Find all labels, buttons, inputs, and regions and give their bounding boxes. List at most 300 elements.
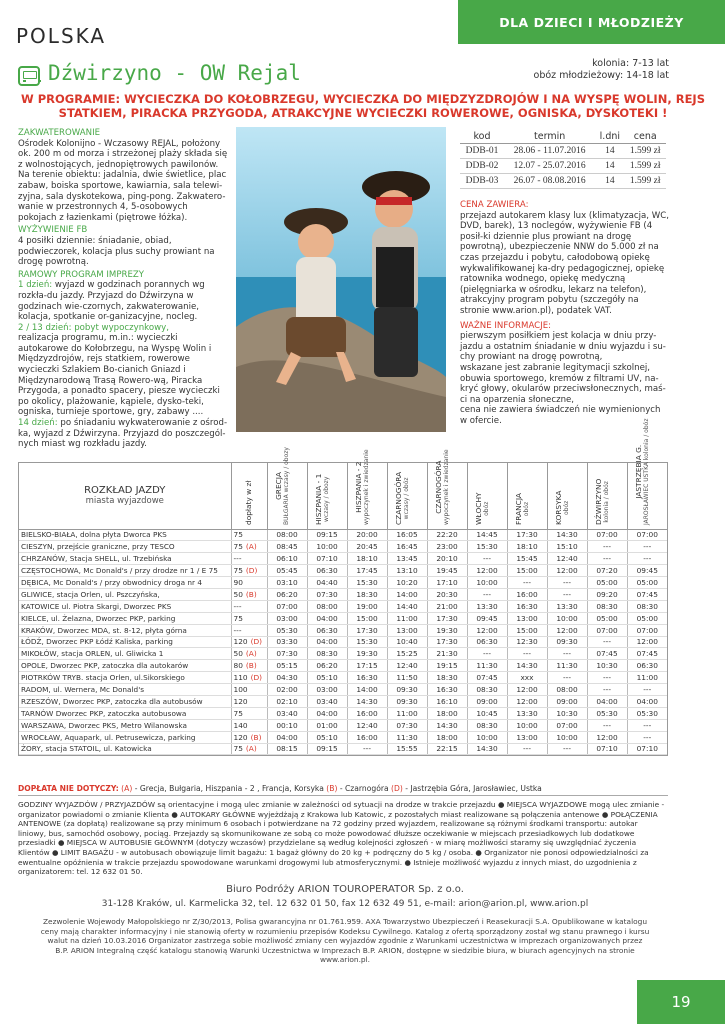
surcharge-value: 120: [233, 637, 248, 647]
departure-time: 15:00: [507, 565, 547, 577]
departure-time: 10:00: [467, 577, 507, 589]
departure-time: 16:05: [387, 529, 427, 541]
departure-time: 07:30: [307, 588, 347, 600]
surcharge-cell: [231, 660, 267, 672]
departure-time: ---: [587, 672, 627, 684]
surcharge-value: 75: [233, 708, 243, 718]
departure-time: 12:00: [627, 636, 667, 648]
departure-place: MIKOŁÓW, stacja ORLEN, ul. Gliwicka 1: [19, 648, 231, 660]
departure-time: 18:00: [427, 731, 467, 743]
schedule-row: [19, 731, 667, 743]
accommodation-heading: ZAKWATEROWANIE: [18, 128, 101, 138]
departure-time: 07:45: [627, 588, 667, 600]
departure-place: PIOTRKÓW TRYB. stacja Orlen, ul.Sikorskiego: [19, 672, 231, 684]
departure-time: 10:30: [587, 660, 627, 672]
day2-text: realizacja programu, m.in.: wycieczki autokarowe do Kołobrzegu, na Wyspę Wolin i Międzyzdrojów, rejs statkiem, rowerowe wycieczki Szlakiem Bo-cianich Gniazd i Międzynarodową Trasą Rowero-wą, Piracka Przygoda, a ponadto spacery, piesze wycieczki po okolicy, plażowanie, kąpiele, dysko-teki, ogniska, turnieje sportowe, gry, zabawy ....: [18, 333, 220, 418]
departure-time: 12:00: [547, 565, 587, 577]
departure-time: 06:20: [307, 660, 347, 672]
schedule-row: [19, 636, 667, 648]
departure-time: ---: [547, 648, 587, 660]
price-includes-heading: CENA ZAWIERA:: [460, 200, 529, 210]
day14-text: po śniadaniu wykwaterowanie z ośrod-ka, wyjazd z Dźwirzyna. Przyjazd do poszczegól-nych miast wg rozkładu jazdy.: [18, 418, 228, 450]
departure-time: 14:30: [427, 719, 467, 731]
fee-text-a: - Grecja, Bułgaria, Hiszpania - 2 , Francja, Korsyka: [132, 784, 327, 793]
departure-place: RZESZÓW, Dworzec PKP, zatoczka dla autobusów: [19, 695, 231, 707]
departure-time: 08:15: [267, 743, 307, 755]
schedule-row: [19, 743, 667, 755]
departure-time: 14:40: [387, 600, 427, 612]
price-code: DDB-01: [460, 144, 504, 159]
departure-time: 09:45: [627, 565, 667, 577]
surcharge-cell: [231, 672, 267, 684]
age-info: [534, 58, 669, 82]
departure-time: 13:00: [387, 624, 427, 636]
schedule-col-name: GRECJA: [274, 471, 283, 500]
departure-time: 10:00: [507, 719, 547, 731]
price-row: [460, 144, 666, 159]
surcharge-value: 110: [233, 673, 248, 683]
travel-notes: GODZINY WYJAZDÓW / PRZYJAZDÓW są orientacyjne i mogą ulec zmianie w zależności od sytuacji na drodze w trakcie przejazdu ● MIEJSCA WYJAZDOWE mogą ulec zmianie - organizator powiadomi o zmianie Klienta ● AUTOKARY GŁÓWNE wyjeżdżają z Krakowa lub Katowic, z pozostałych miast realizowane są połączenia antenowe ● POŁĄCZENIA ANTENOWE (za dopłatą) realizowane są przy minimum 6 osobach i potwierdzane na 72 godziny przed wyjazdem, realizowane są różnymi środkami transportu: autokar liniowy, bus, samochód osobowy, pociąg. Przejazdy są skomunikowane ze sobą co może powodować dłuższe oczekiwanie w miejscach przesiadkowych lub dodatkowe przesiadki ● MIEJSCA W AUTOBUSIE GŁÓWNYM (dotyczy wczasów) przydzielane są według kolejności zgłoszeń - w miarę możliwości staramy się uwzględniać życzenia Klientów ● LIMIT BAGAŻU - w autobusach obowiązuje limit bagażu: 1 bagaż główny do 20 kg + podręczny do 5 kg / osoba. ● Organizator nie ponosi odpowiedzialności za ewentualne opóźnienia w trakcie przejazdu spowodowane warunkami drogowymi lub atmosferycznymi. ● Istnieje możliwość wyjazdu z innych miast, do uzgodnienia z organizatorem: tel. 12 632 01 50.: [18, 800, 665, 877]
important-info-1: pierwszym posiłkiem jest kolacja w dniu przy-jazdu a ostatnim śniadanie w dniu wyjazdu i su-chy prowiant na drogę powrotną,: [460, 331, 666, 363]
country-title: POLSKA: [16, 24, 107, 48]
important-info-3: cena nie zawiera świadczeń nie wymienionych w ofercie.: [460, 405, 661, 426]
page-number: 19: [637, 980, 725, 1024]
fees-label: DOPŁATA NIE DOTYCZY:: [18, 784, 119, 793]
surcharge-value: ---: [233, 554, 242, 564]
schedule-row: [19, 624, 667, 636]
departure-time: 12:40: [347, 719, 387, 731]
departure-time: 12:00: [587, 731, 627, 743]
price-days: 14: [595, 144, 624, 159]
accommodation-text: Ośrodek Kolonijno - Wczasowy REJAL, położony ok. 200 m od morza i strzeżonej plaży składa się z wolnostojących, jednopiętrowych pawilonów. Na terenie obiektu: jadalnia, dwie świetlice, plac zabaw, boiska sportowe, kawiarnia, sala telewi-zyjna, sala dyskotekowa, ping-pong. Zakwatero-wanie w przestronnych 4, 5-osobowych pokojach z łazienkami (piętrowe łóżka).: [18, 138, 228, 223]
departure-time: 12:40: [547, 553, 587, 565]
departure-time: 03:40: [267, 707, 307, 719]
departure-time: 19:30: [427, 624, 467, 636]
surcharge-value: 75: [233, 542, 243, 552]
surcharge-exception-code: (B): [245, 589, 257, 599]
departure-time: 01:00: [307, 719, 347, 731]
surcharge-cell: [231, 695, 267, 707]
schedule-col-type: BUŁGARIA wczasy / obozy: [283, 446, 290, 525]
departure-time: 06:10: [267, 553, 307, 565]
departure-time: 17:15: [347, 660, 387, 672]
departure-time: 07:20: [587, 565, 627, 577]
surcharge-cell: [231, 553, 267, 565]
departure-time: ---: [587, 553, 627, 565]
departure-time: 20:30: [427, 588, 467, 600]
fee-text-d: - Jastrzębia Góra, Jarosławiec, Ustka: [402, 784, 542, 793]
age-camp: obóz młodzieżowy: 14-18 lat: [533, 70, 669, 81]
departure-time: xxx: [507, 672, 547, 684]
schedule-col-name: HISZPANIA - 2: [354, 461, 363, 513]
schedule-col-name: FRANCJA: [514, 492, 523, 525]
legal-text: Zezwolenie Wojewody Małopolskiego nr Z/30/2013, Polisa gwarancyjna nr 01.761.959. AXA Towarzystwo Ubezpieczeń i Reasekuracji S.A. Opublikowane w katalogu ceny mają charakter informacyjny i nie stanowią oferty w rozumieniu przepisów Kodeksu Cywilnego. Katalog z ofertą sporządzony został wg stanu prawnego i kursu walut na dzień 10.03.2016 Organizator zastrzega sobie możliwość zmiany cen wyjazdów zgodnie z Warunkami uczestnictwa w imprezach organizowanych przez B.P. ARION Integralną część katalogu stanowią Warunki Uczestnictwa w Imprezach B.P. ARION, dostępne w siedzibie biura, w biurach agencyjnych na stronie www.arion.pl.: [40, 917, 650, 965]
schedule-row: [19, 553, 667, 565]
schedule-row: [19, 648, 667, 660]
departure-time: 02:00: [267, 684, 307, 696]
day14-label: 14 dzień:: [18, 418, 58, 429]
departure-place: ŁÓDŹ, Dworzec PKP Łódź Kaliska, parking: [19, 636, 231, 648]
schedule-col-name: JASTRZĘBIA G.: [634, 444, 644, 499]
departure-time: 07:45: [467, 672, 507, 684]
departure-time: 06:30: [307, 565, 347, 577]
schedule-row: [19, 588, 667, 600]
departure-time: 14:30: [347, 695, 387, 707]
departure-time: 21:00: [427, 600, 467, 612]
meals-heading: WYŻYWIENIE FB: [18, 225, 88, 236]
departure-time: 10:20: [387, 577, 427, 589]
departure-time: 12:00: [467, 624, 507, 636]
departure-time: 13:00: [507, 612, 547, 624]
departure-time: ---: [587, 684, 627, 696]
departure-time: 04:00: [307, 707, 347, 719]
departure-time: 09:00: [467, 695, 507, 707]
departure-time: 11:00: [387, 612, 427, 624]
departure-time: 16:10: [427, 695, 467, 707]
departure-time: 06:30: [307, 624, 347, 636]
departure-time: ---: [627, 731, 667, 743]
schedule-col-header: [467, 463, 507, 529]
departure-time: 13:45: [387, 553, 427, 565]
surcharge-value: 50: [233, 649, 243, 659]
price-days: 14: [595, 159, 624, 174]
surcharge-cell: [231, 648, 267, 660]
departure-time: 11:50: [387, 672, 427, 684]
surcharge-cell: [231, 612, 267, 624]
departure-time: ---: [467, 553, 507, 565]
surcharge-cell: [231, 624, 267, 636]
price-row: [460, 159, 666, 174]
surcharge-exception-code: (A): [245, 649, 257, 659]
departure-time: 05:30: [267, 624, 307, 636]
departure-time: 14:30: [467, 743, 507, 755]
departure-time: 07:30: [387, 719, 427, 731]
departure-time: 03:40: [307, 695, 347, 707]
bus-icon: [18, 66, 40, 86]
departure-time: 07:00: [627, 624, 667, 636]
day2-label: 2 / 13 dzień: pobyt wypoczynkowy,: [18, 322, 169, 333]
surcharge-value: 100: [233, 685, 248, 695]
company-address: 31-128 Kraków, ul. Karmelicka 32, tel. 12 632 01 50, fax 12 632 49 51, e-mail: arion@arion.pl, www.arion.pl: [101, 899, 589, 909]
departure-time: 17:30: [427, 636, 467, 648]
departure-time: 04:00: [627, 695, 667, 707]
schedule-col-header: [427, 448, 467, 529]
departure-time: 03:10: [267, 577, 307, 589]
departure-time: ---: [507, 577, 547, 589]
schedule-row: [19, 565, 667, 577]
schedule-col-type: JAROSŁAWIEC USTKA kolonia / obóz: [643, 418, 651, 525]
price-value: 1.599 zł: [624, 174, 666, 189]
departure-time: 10:00: [547, 612, 587, 624]
departure-time: 19:00: [347, 600, 387, 612]
departure-place: KATOWICE ul. Piotra Skargi, Dworzec PKS: [19, 600, 231, 612]
departure-time: 14:00: [387, 588, 427, 600]
departure-time: 05:00: [587, 577, 627, 589]
departure-time: 14:00: [347, 684, 387, 696]
departure-time: 12:40: [387, 660, 427, 672]
price-code: DDB-03: [460, 174, 504, 189]
departure-time: 20:10: [427, 553, 467, 565]
departure-place: WARSZAWA, Dworzec PKS, Metro Wilanowska: [19, 719, 231, 731]
departure-time: 18:10: [347, 553, 387, 565]
meals-text: 4 posiłki dziennie: śniadanie, obiad, podwieczorek, kolacja plus suchy prowiant na drogę powrotną.: [18, 235, 215, 268]
schedule-col-name: KORSYKA: [554, 490, 563, 525]
departure-time: 05:00: [627, 612, 667, 624]
departure-time: 05:30: [627, 707, 667, 719]
description-left: [18, 128, 228, 450]
surcharge-cell: [231, 565, 267, 577]
departure-time: 09:30: [387, 684, 427, 696]
departure-time: 07:00: [587, 624, 627, 636]
departure-time: 17:10: [427, 577, 467, 589]
surcharge-value: 50: [233, 589, 243, 599]
departure-time: ---: [347, 743, 387, 755]
day1-label: 1 dzień:: [18, 280, 53, 291]
price-value: 1.599 zł: [624, 144, 666, 159]
departure-time: 04:00: [307, 636, 347, 648]
departure-time: 15:30: [347, 577, 387, 589]
departure-time: 09:20: [587, 588, 627, 600]
departure-time: ---: [587, 541, 627, 553]
departure-time: 14:45: [467, 529, 507, 541]
departure-time: 10:00: [547, 731, 587, 743]
departure-time: 08:00: [307, 600, 347, 612]
day1-paragraph: [18, 280, 228, 322]
schedule-row: [19, 660, 667, 672]
departure-time: 02:10: [267, 695, 307, 707]
schedule-col-name: HISZPANIA - 1: [314, 473, 323, 525]
departure-time: 04:00: [307, 612, 347, 624]
departure-time: 22:20: [427, 529, 467, 541]
surcharge-cell: [231, 684, 267, 696]
departure-time: 11:30: [387, 731, 427, 743]
departure-time: 07:00: [587, 529, 627, 541]
schedule-col-type: wypoczynek i zwiedzanie: [443, 448, 450, 525]
price-term: 26.07 - 08.08.2016: [504, 174, 595, 189]
departure-time: 04:00: [267, 731, 307, 743]
schedule-title: ROZKŁAD JAZDY: [84, 485, 166, 497]
schedule-title-cell: [19, 463, 231, 529]
departure-place: KIELCE, ul. Żelazna, Dworzec PKP, parking: [19, 612, 231, 624]
footer: [40, 884, 650, 965]
departure-time: 13:00: [507, 731, 547, 743]
departure-time: 06:20: [267, 588, 307, 600]
schedule-row: [19, 707, 667, 719]
departure-time: 16:00: [347, 707, 387, 719]
departure-time: 05:15: [267, 660, 307, 672]
schedule-row: [19, 672, 667, 684]
schedule-col-name: DŹWIRZYNO: [594, 478, 603, 525]
departure-time: 06:30: [467, 636, 507, 648]
departure-time: 13:30: [507, 707, 547, 719]
departure-time: 08:30: [627, 600, 667, 612]
departure-time: 04:40: [307, 577, 347, 589]
section-tab: DLA DZIECI I MŁODZIEŻY: [458, 0, 725, 44]
schedule-row: [19, 577, 667, 589]
surcharge-value: 90: [233, 578, 243, 587]
surcharge-cell: [231, 636, 267, 648]
program-heading: RAMOWY PROGRAM IMPREZY: [18, 269, 145, 280]
departure-place: CZĘSTOCHOWA, Mc Donald's / przy drodze nr 1 / E 75: [19, 565, 231, 577]
surcharge-cell: [231, 731, 267, 743]
surcharge-exception-code: (D): [250, 673, 263, 683]
departure-place: WROCŁAW, Aquapark, ul. Petrusewicza, parking: [19, 731, 231, 743]
price-term: 12.07 - 25.07.2016: [504, 159, 595, 174]
schedule-col-type: obóz: [483, 501, 490, 516]
departure-time: ---: [627, 553, 667, 565]
departure-time: 07:00: [627, 529, 667, 541]
departure-time: 05:30: [587, 707, 627, 719]
departure-time: 18:00: [427, 707, 467, 719]
departure-time: 16:00: [507, 588, 547, 600]
schedule-col-type: wczasy / obozy: [323, 476, 330, 522]
schedule-row: [19, 695, 667, 707]
departure-place: BIELSKO-BIAŁA, dolna płyta Dworca PKS: [19, 529, 231, 541]
surcharge-cell: [231, 719, 267, 731]
schedule-col-header: [547, 463, 587, 529]
surcharge-value: 75: [233, 566, 243, 576]
departure-time: 18:10: [507, 541, 547, 553]
departure-time: 12:30: [507, 636, 547, 648]
departure-time: 10:40: [387, 636, 427, 648]
departure-time: 07:45: [587, 648, 627, 660]
departure-time: 13:30: [467, 600, 507, 612]
departure-time: 16:30: [427, 684, 467, 696]
price-table: [460, 130, 666, 189]
departure-time: 10:00: [467, 731, 507, 743]
departure-time: 08:30: [467, 719, 507, 731]
departure-time: 07:45: [627, 648, 667, 660]
program-headline: W PROGRAMIE: WYCIECZKA DO KOŁOBRZEGU, WYCIECZKA DO MIĘDZYZDROJÓW I NA WYSPĘ WOLIN, REJS STATKIEM, PIRACKA PRZYGODA, ATRAKCYJNE WYCIECZKI ROWEROWE, OGNISKA, DYSKOTEKI !: [21, 92, 705, 120]
departure-time: 19:15: [427, 660, 467, 672]
departure-time: 10:45: [467, 707, 507, 719]
departure-time: 10:30: [547, 707, 587, 719]
departure-time: 15:30: [467, 541, 507, 553]
departure-time: 10:00: [307, 541, 347, 553]
surcharge-value: 80: [233, 661, 243, 671]
departure-time: ---: [627, 684, 667, 696]
departure-time: 22:15: [427, 743, 467, 755]
schedule-col-type: wypoczynek i zwiedzanie: [363, 448, 370, 525]
fee-code-a: (A): [121, 784, 133, 793]
departure-time: 08:00: [547, 684, 587, 696]
price-col-days: l.dni: [595, 130, 624, 144]
departure-time: 07:10: [627, 743, 667, 755]
departure-time: 17:30: [347, 624, 387, 636]
important-info-2: wskazane jest zabranie legitymacji szkolnej, obuwia sportowego, kremów z filtrami UV, na-kryć głowy, okularów przeciwsłonecznych, maś-ci na oparzenia słoneczne,: [460, 362, 666, 405]
departure-time: 05:10: [307, 731, 347, 743]
surcharge-value: 75: [233, 744, 243, 754]
departure-time: 11:30: [467, 660, 507, 672]
surcharge-exception-code: (D): [250, 637, 263, 647]
departure-time: 07:00: [547, 719, 587, 731]
departure-time: ---: [467, 588, 507, 600]
departure-time: 20:00: [347, 529, 387, 541]
hotel-name: Dźwirzyno - OW Rejal: [48, 61, 301, 85]
surcharge-value: 75: [233, 613, 243, 623]
departure-time: 09:30: [547, 636, 587, 648]
departure-place: RADOM, ul. Wernera, Mc Donald's: [19, 684, 231, 696]
departure-time: 12:00: [507, 695, 547, 707]
schedule-col-header: [347, 448, 387, 529]
surcharge-exception-code: (A): [245, 542, 257, 552]
fee-code-d: (D): [391, 784, 403, 793]
departure-time: 07:10: [307, 553, 347, 565]
schedule-col-header: [267, 446, 307, 529]
departure-place: DĘBICA, Mc Donald's / przy obwodnicy droga nr 4: [19, 577, 231, 589]
departure-time: 23:00: [427, 541, 467, 553]
departure-time: 15:10: [547, 541, 587, 553]
schedule-col-header: [507, 463, 547, 529]
departure-time: 07:30: [267, 648, 307, 660]
departure-time: 09:15: [307, 529, 347, 541]
departure-time: 08:45: [267, 541, 307, 553]
departure-place: ŻORY, stacja STATOIL, ul. Katowicka: [19, 743, 231, 755]
departure-time: 08:30: [587, 600, 627, 612]
schedule-row: [19, 719, 667, 731]
departure-time: 14:30: [547, 529, 587, 541]
departure-time: 16:00: [347, 731, 387, 743]
surcharge-cell: [231, 707, 267, 719]
departure-time: 17:30: [427, 612, 467, 624]
departure-time: 09:45: [467, 612, 507, 624]
departure-time: 03:30: [267, 636, 307, 648]
schedule-row: [19, 612, 667, 624]
departure-time: 09:30: [387, 695, 427, 707]
schedule-col-name: CZARNOGÓRA: [394, 471, 403, 525]
departure-time: 09:15: [307, 743, 347, 755]
departure-time: 07:10: [587, 743, 627, 755]
price-col-term: termin: [504, 130, 595, 144]
surcharge-cell: [231, 588, 267, 600]
schedule-col-header: [627, 418, 667, 529]
departure-time: 18:30: [427, 672, 467, 684]
fee-text-b: - Czarnogóra: [337, 784, 392, 793]
description-right: [460, 200, 670, 426]
surcharge-cell: [231, 529, 267, 541]
departure-time: 16:30: [507, 600, 547, 612]
departure-time: 04:00: [587, 695, 627, 707]
departure-time: 11:30: [547, 660, 587, 672]
schedule-col-header: [307, 463, 347, 529]
schedule-col-type: kolonia / obóz: [603, 480, 610, 523]
schedule-col-header: [587, 463, 627, 529]
departure-time: ---: [507, 743, 547, 755]
surcharge-cell: [231, 577, 267, 589]
schedule-subtitle: miasta wyjazdowe: [85, 496, 164, 507]
departure-time: 15:55: [387, 743, 427, 755]
departure-time: 12:00: [467, 565, 507, 577]
schedule-col-name: dopłaty w zł: [244, 479, 253, 525]
departure-time: 04:30: [267, 672, 307, 684]
departure-time: 17:30: [507, 529, 547, 541]
departure-time: ---: [547, 588, 587, 600]
departure-time: 06:30: [627, 660, 667, 672]
departure-time: ---: [627, 719, 667, 731]
departure-time: ---: [507, 648, 547, 660]
price-col-code: kod: [460, 130, 504, 144]
surcharge-cell: [231, 743, 267, 755]
schedule-row: [19, 529, 667, 541]
departure-time: ---: [467, 648, 507, 660]
departure-time: 07:00: [267, 600, 307, 612]
departure-time: 16:30: [347, 672, 387, 684]
departure-time: ---: [547, 577, 587, 589]
departure-time: ---: [627, 541, 667, 553]
price-days: 14: [595, 174, 624, 189]
departure-place: CHRZANÓW, Stacja SHELL, ul. Trzebińska: [19, 553, 231, 565]
surcharge-exception-code: (B): [245, 661, 257, 671]
